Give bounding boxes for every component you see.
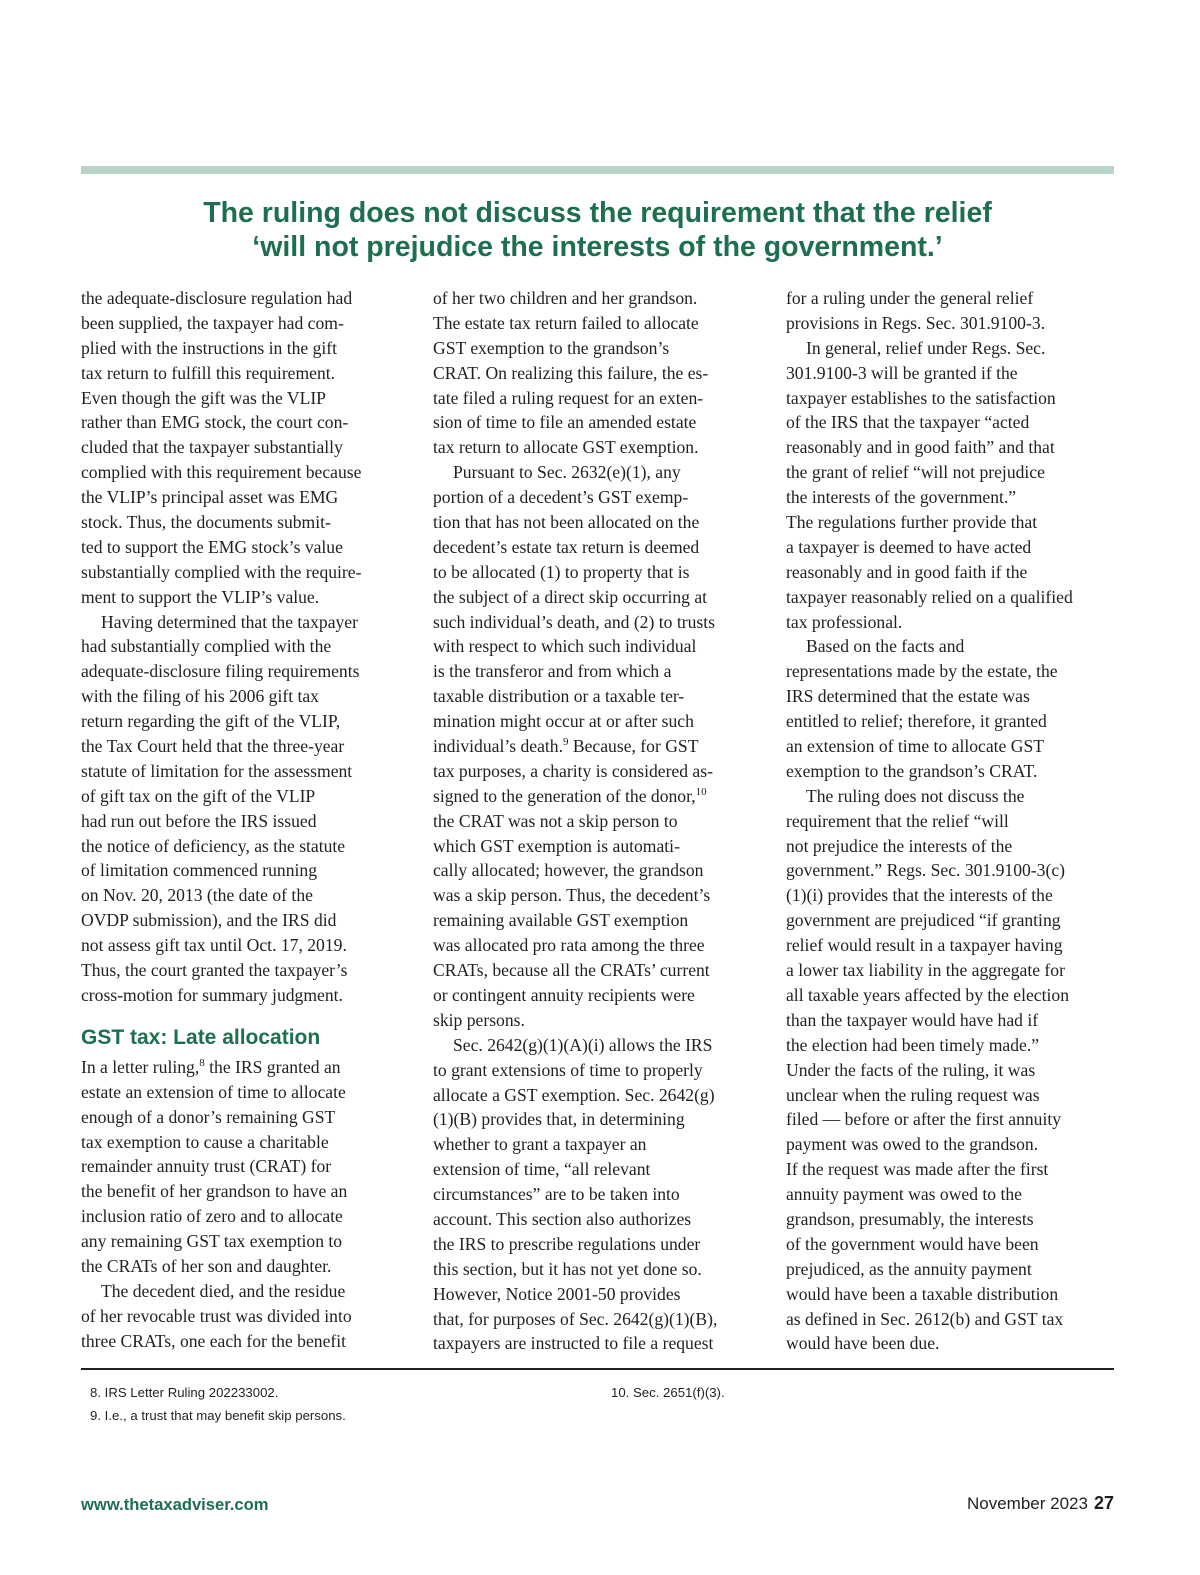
text-line: of her revocable trust was divided into bbox=[81, 1305, 352, 1326]
text-line bbox=[433, 734, 768, 759]
text-line: is the transferor and from which a bbox=[433, 661, 672, 682]
text-line: allocate a GST exemption. Sec. 2642(g) bbox=[433, 1084, 715, 1105]
text-line: account. This section also authorizes bbox=[433, 1208, 692, 1229]
text-line: The estate tax return failed to allocate bbox=[433, 312, 699, 333]
text-line: had substantially complied with the bbox=[81, 636, 332, 657]
text-line: portion of a decedent’s GST exemp- bbox=[433, 487, 689, 508]
text-line: for a ruling under the general relief bbox=[786, 288, 1034, 308]
text-line: 301.9100-3 will be granted if the bbox=[786, 362, 1018, 383]
footnote-10: 10. Sec. 2651(f)(3). bbox=[611, 1385, 725, 1400]
text-line: reasonably and in good faith if the bbox=[786, 561, 1028, 582]
text-line: Even though the gift was the VLIP bbox=[81, 387, 326, 408]
text-line: three CRATs, one each for the benefit bbox=[81, 1330, 347, 1351]
text-line: Having determined that the taxpayer bbox=[101, 611, 358, 632]
text-line: not prejudice the interests of the bbox=[786, 835, 1013, 856]
text-line: government are prejudiced “if granting bbox=[786, 910, 1061, 931]
text-line: the grant of relief “will not prejudice bbox=[786, 462, 1045, 483]
text-line: of her two children and her grandson. bbox=[433, 288, 698, 308]
text-line bbox=[433, 784, 768, 809]
text-line: OVDP submission), and the IRS did bbox=[81, 910, 337, 931]
text-line: remaining available GST exemption bbox=[433, 910, 689, 931]
text-line: ment to support the VLIP’s value. bbox=[81, 586, 320, 607]
text-line: would have been due. bbox=[786, 1333, 940, 1354]
text-line: cross-motion for summary judgment. bbox=[81, 984, 343, 1005]
footer-website-link[interactable]: www.thetaxadviser.com bbox=[81, 1495, 269, 1514]
text-line: representations made by the estate, the bbox=[786, 661, 1058, 682]
text-line: decedent’s estate tax return is deemed bbox=[433, 536, 700, 557]
text-line: However, Notice 2001-50 provides bbox=[433, 1283, 681, 1304]
text-line: of the government would have been bbox=[786, 1233, 1039, 1254]
text-line: estate an extension of time to allocate bbox=[81, 1081, 346, 1102]
footnote-ref-9: 9 bbox=[562, 736, 569, 749]
text-line: cluded that the taxpayer substantially bbox=[81, 437, 343, 458]
text-line: enough of a donor’s remaining GST bbox=[81, 1106, 336, 1127]
text-line: the benefit of her grandson to have an bbox=[81, 1181, 348, 1202]
footer-issue bbox=[967, 1493, 1114, 1514]
column-1 bbox=[81, 286, 416, 1354]
text-line: substantially complied with the require- bbox=[81, 561, 362, 582]
text-line: government.” Regs. Sec. 301.9100-3(c) bbox=[786, 860, 1065, 881]
text-line: mination might occur at or after such bbox=[433, 711, 694, 732]
text-line: inclusion ratio of zero and to allocate bbox=[81, 1206, 343, 1227]
pull-quote-line-1: The ruling does not discuss the requirement that the relief bbox=[203, 197, 992, 229]
footnote-ref-10: 10 bbox=[695, 785, 707, 798]
text-line: was a skip person. Thus, the decedent’s bbox=[433, 885, 711, 906]
text-line: of gift tax on the gift of the VLIP bbox=[81, 785, 316, 806]
text-line: on Nov. 20, 2013 (the date of the bbox=[81, 885, 313, 906]
text-fragment: signed to the generation of the donor, bbox=[433, 785, 696, 806]
text-line: circumstances” are to be taken into bbox=[433, 1184, 680, 1205]
top-divider bbox=[81, 166, 1114, 174]
text-line: complied with this requirement because bbox=[81, 462, 362, 483]
text-line: taxable distribution or a taxable ter- bbox=[433, 686, 685, 707]
text-line: the IRS to prescribe regulations under bbox=[433, 1233, 701, 1254]
text-line: the election had been timely made.” bbox=[786, 1034, 1040, 1055]
text-line: with respect to which such individual bbox=[433, 636, 697, 657]
text-line: rather than EMG stock, the court con- bbox=[81, 412, 349, 433]
text-line: remainder annuity trust (CRAT) for bbox=[81, 1156, 332, 1177]
text-line: (1)(B) provides that, in determining bbox=[433, 1109, 685, 1130]
text-fragment: individual’s death. bbox=[433, 736, 563, 757]
text-line: the Tax Court held that the three-year bbox=[81, 736, 345, 757]
text-line: The regulations further provide that bbox=[786, 512, 1038, 533]
text-line: tax purposes, a charity is considered as- bbox=[433, 760, 713, 781]
text-line: of limitation commenced running bbox=[81, 860, 317, 881]
text-line: If the request was made after the first bbox=[786, 1159, 1049, 1180]
pull-quote bbox=[81, 196, 1114, 264]
text-line: whether to grant a taxpayer an bbox=[433, 1134, 647, 1155]
text-line: Thus, the court granted the taxpayer’s bbox=[81, 960, 348, 981]
text-line: been supplied, the taxpayer had com- bbox=[81, 312, 344, 333]
text-line: extension of time, “all relevant bbox=[433, 1159, 651, 1180]
text-line: skip persons. bbox=[433, 1009, 525, 1030]
text-line: the VLIP’s principal asset was EMG bbox=[81, 487, 339, 508]
text-line: was allocated pro rata among the three bbox=[433, 935, 705, 956]
text-line: prejudiced, as the annuity payment bbox=[786, 1258, 1032, 1279]
text-line: tate filed a ruling request for an exten- bbox=[433, 387, 704, 408]
text-line: the interests of the government.” bbox=[786, 487, 1017, 508]
text-line: would have been a taxable distribution bbox=[786, 1283, 1059, 1304]
text-fragment: In a letter ruling, bbox=[81, 1056, 200, 1077]
text-line: the adequate-disclosure regulation had bbox=[81, 288, 353, 308]
text-line: exemption to the grandson’s CRAT. bbox=[786, 760, 1038, 781]
text-fragment: Because, for GST bbox=[568, 736, 699, 757]
text-line: to grant extensions of time to properly bbox=[433, 1059, 703, 1080]
text-line: the subject of a direct skip occurring at bbox=[433, 586, 708, 607]
text-line: ted to support the EMG stock’s value bbox=[81, 536, 343, 557]
section-heading: GST tax: Late allocation bbox=[81, 1025, 321, 1049]
text-line: GST exemption to the grandson’s bbox=[433, 337, 670, 358]
text-line: tax return to fulfill this requirement. bbox=[81, 362, 336, 383]
text-line: as defined in Sec. 2612(b) and GST tax bbox=[786, 1308, 1064, 1329]
footnote-9: 9. I.e., a trust that may benefit skip persons. bbox=[90, 1408, 346, 1423]
text-line: the CRATs of her son and daughter. bbox=[81, 1255, 332, 1276]
text-line: the CRAT was not a skip person to bbox=[433, 810, 678, 831]
text-line: taxpayer reasonably relied on a qualified bbox=[786, 586, 1073, 607]
text-line: cally allocated; however, the grandson bbox=[433, 860, 704, 881]
text-line: tax professional. bbox=[786, 611, 903, 632]
text-line: unclear when the ruling request was bbox=[786, 1084, 1040, 1105]
text-line: that, for purposes of Sec. 2642(g)(1)(B), bbox=[433, 1308, 718, 1329]
text-line: than the taxpayer would have had if bbox=[786, 1009, 1039, 1030]
text-line: of the IRS that the taxpayer “acted bbox=[786, 412, 1030, 433]
text-line: requirement that the relief “will bbox=[786, 810, 1009, 831]
text-line: not assess gift tax until Oct. 17, 2019. bbox=[81, 935, 347, 956]
text-line: CRAT. On realizing this failure, the es- bbox=[433, 362, 709, 383]
pull-quote-line-2: ‘will not prejudice the interests of the government.’ bbox=[252, 231, 943, 263]
text-line: Pursuant to Sec. 2632(e)(1), any bbox=[453, 462, 681, 483]
text-line: Under the facts of the ruling, it was bbox=[786, 1059, 1036, 1080]
text-line: which GST exemption is automati- bbox=[433, 835, 680, 856]
text-line: with the filing of his 2006 gift tax bbox=[81, 686, 319, 707]
footnote-ref-8: 8 bbox=[199, 1056, 205, 1069]
text-line: taxpayer establishes to the satisfaction bbox=[786, 387, 1056, 408]
footnote-divider bbox=[81, 1368, 1114, 1370]
text-line: relief would result in a taxpayer having bbox=[786, 935, 1063, 956]
text-line: sion of time to file an amended estate bbox=[433, 412, 697, 433]
text-line: stock. Thus, the documents submit- bbox=[81, 512, 331, 533]
text-line: reasonably and in good faith” and that bbox=[786, 437, 1055, 458]
text-line: such individual’s death, and (2) to trusts bbox=[433, 611, 715, 632]
text-line: entitled to relief; therefore, it granted bbox=[786, 711, 1047, 732]
column-3 bbox=[786, 286, 1121, 1356]
text-line: this section, but it has not yet done so. bbox=[433, 1258, 702, 1279]
text-line: filed — before or after the first annuity bbox=[786, 1109, 1062, 1130]
text-line: statute of limitation for the assessment bbox=[81, 760, 353, 781]
text-line: had run out before the IRS issued bbox=[81, 810, 317, 831]
footer-date: November 2023 bbox=[967, 1494, 1088, 1513]
text-line: plied with the instructions in the gift bbox=[81, 337, 338, 358]
text-line: any remaining GST tax exemption to bbox=[81, 1231, 343, 1252]
text-line: return regarding the gift of the VLIP, bbox=[81, 711, 341, 732]
text-line: annuity payment was owed to the bbox=[786, 1184, 1022, 1205]
text-line: provisions in Regs. Sec. 301.9100-3. bbox=[786, 312, 1046, 333]
text-line: an extension of time to allocate GST bbox=[786, 736, 1044, 757]
text-line: tion that has not been allocated on the bbox=[433, 512, 700, 533]
text-line: the notice of deficiency, as the statute bbox=[81, 835, 346, 856]
text-line: adequate-disclosure filing requirements bbox=[81, 661, 360, 682]
text-fragment: the IRS granted an bbox=[204, 1056, 341, 1077]
text-line bbox=[81, 1055, 416, 1080]
text-line: In general, relief under Regs. Sec. bbox=[806, 337, 1046, 358]
text-line: all taxable years affected by the election bbox=[786, 984, 1069, 1005]
column-2 bbox=[433, 286, 768, 1356]
text-line: tax exemption to cause a charitable bbox=[81, 1131, 329, 1152]
text-line: to be allocated (1) to property that is bbox=[433, 561, 690, 582]
text-line: taxpayers are instructed to file a request bbox=[433, 1333, 714, 1354]
text-line: a lower tax liability in the aggregate for bbox=[786, 960, 1065, 981]
text-line: (1)(i) provides that the interests of the bbox=[786, 885, 1053, 906]
text-line: Based on the facts and bbox=[806, 636, 965, 657]
page-number: 27 bbox=[1093, 1493, 1114, 1513]
text-line: grandson, presumably, the interests bbox=[786, 1208, 1034, 1229]
text-line: tax return to allocate GST exemption. bbox=[433, 437, 699, 458]
text-line: CRATs, because all the CRATs’ current bbox=[433, 960, 710, 981]
text-line: IRS determined that the estate was bbox=[786, 686, 1030, 707]
text-line: The decedent died, and the residue bbox=[101, 1280, 346, 1301]
text-line: Sec. 2642(g)(1)(A)(i) allows the IRS bbox=[453, 1034, 713, 1055]
text-line: The ruling does not discuss the bbox=[806, 785, 1025, 806]
text-line: payment was owed to the grandson. bbox=[786, 1134, 1039, 1155]
text-line: or contingent annuity recipients were bbox=[433, 984, 695, 1005]
footnote-8: 8. IRS Letter Ruling 202233002. bbox=[90, 1385, 279, 1400]
text-line: a taxpayer is deemed to have acted bbox=[786, 536, 1032, 557]
